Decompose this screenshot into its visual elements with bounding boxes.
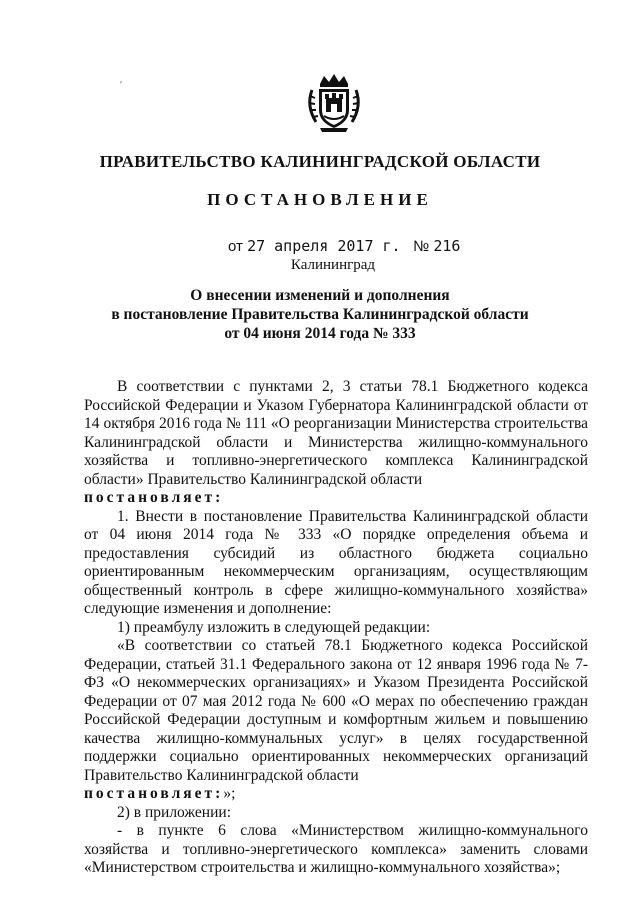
document-subject [0,286,640,343]
document-type-title: ПОСТАНОВЛЕНИЕ [207,190,433,209]
paragraph-item-1-1: 1) преамбулу изложить в следующей редакции: [117,618,431,636]
quote-decree-word: постановляет: [84,785,224,802]
paragraph-item-1-2: 2) в приложении: [117,803,231,821]
paragraph-item-1-2-a: - в пункте 6 слова «Министерством жилищно-коммунального хозяйства и топливно-энергетического комплекса» заменить словами «Министерством строительства и жилищно-коммунального хозяйства»; [84,822,588,876]
quote-end: »; [223,785,236,802]
paragraph-item-1: 1. Внести в постановление Правительства Калининградской области от 04 июня 2014 года № 333 «О порядке определения объема и предоставления субсидий из областного бюджета социально ориентированным некоммерческим организациям, осуществляющим общественный контроль в сфере жилищно-коммунального хозяйства» следующие изменения и дополнение: [84,507,588,617]
number-sign: № [413,238,430,255]
scan-mark: ′ [120,80,123,91]
paragraph-quote-decree [84,785,588,804]
date-prefix: от [228,238,243,255]
city-name: Калининград [290,257,376,273]
subject-line-2: в постановление Правительства Калининградской области [111,306,529,323]
quote-text: «В соответствии со статьей 78.1 Бюджетного кодекса Российской Федерации, статьей 31.1 Федерального закона от 12 января 1996 года № 7-ФЗ «О некоммерческих организациях» и Указом Президента Российской Федерации от 07 мая 2012 года № 600 «О мерах по обеспечению граждан Российской Федерации доступным и комфортным жильем и повышению качества жилищно-коммунальных услуг» в целях государственной поддержки социально ориентированных некоммерческих организаций Правительство Калининградской области [84,637,588,784]
decree-word: постановляет: [84,489,224,506]
subject-line-1: О внесении изменений и дополнения [190,287,450,304]
document-number: 216 [433,237,461,255]
coat-of-arms-emblem [302,70,366,134]
paragraph-quote [84,637,588,785]
date-number-line [228,237,460,255]
preamble-text: В соответствии с пунктами 2, 3 статьи 78.1 Бюджетного кодекса Российской Федерации и Указом Губернатора Калининградской области от 14 октября 2016 года № 111 «О реорганизации Министерства строительства Калининградской области и Министерства жилищно-коммунального хозяйства и топливно-энергетического комплекса Калининградской области» Правительство Калининградской области [84,378,588,488]
subject-line-3: от 04 июня 2014 года № 333 [224,325,416,342]
date-value: 27 апреля 2017 г. [247,237,401,255]
organization-title: ПРАВИТЕЛЬСТВО КАЛИНИНГРАДСКОЙ ОБЛАСТИ [99,152,541,171]
document-body [84,378,588,878]
paragraph-decree [84,489,588,508]
paragraph-preamble [84,378,588,489]
